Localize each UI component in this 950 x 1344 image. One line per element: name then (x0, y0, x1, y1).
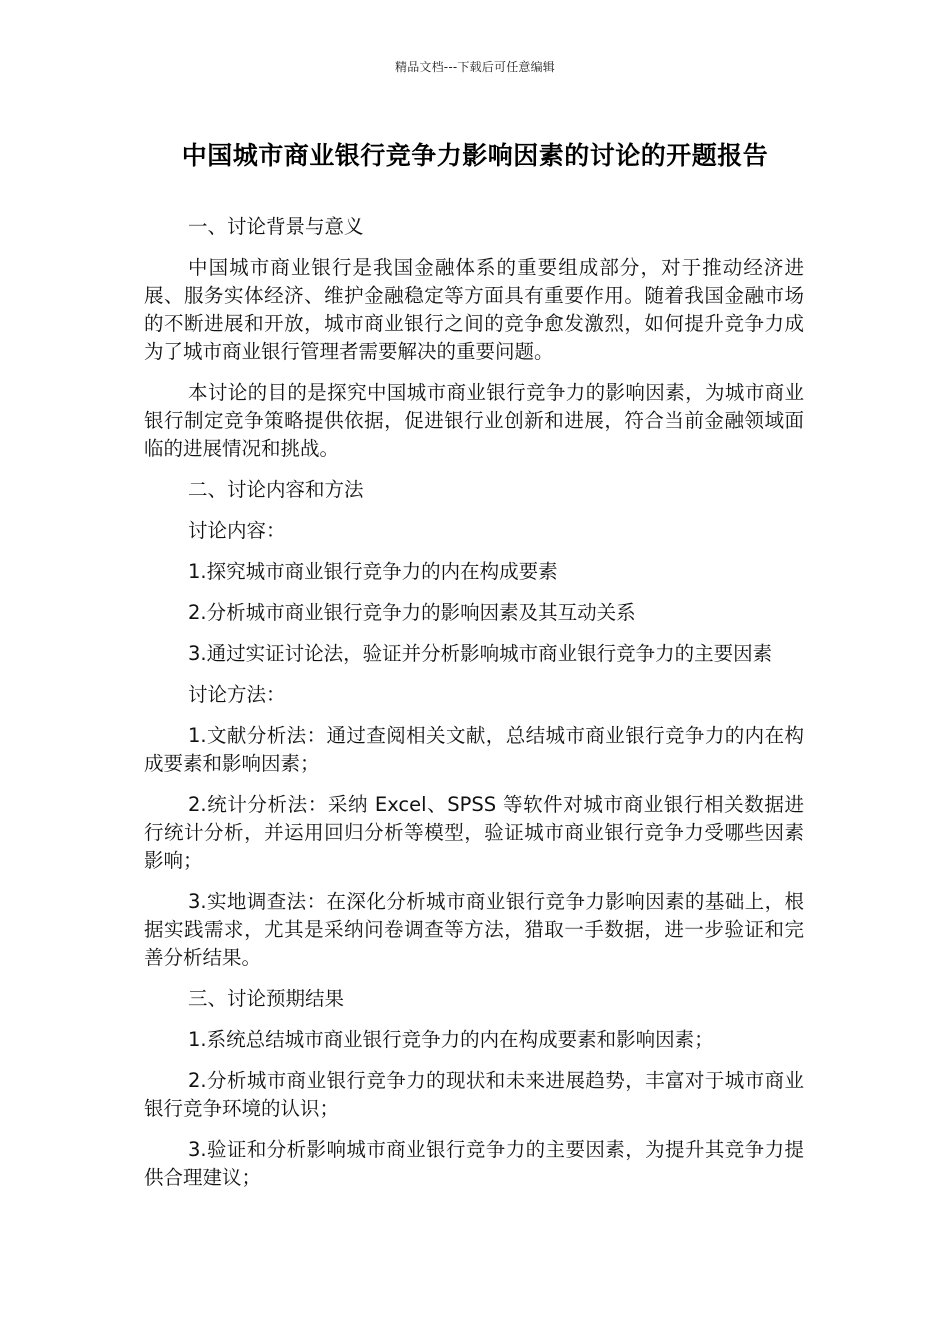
list-item-content-2: 2.分析城市商业银行竞争力的影响因素及其互动关系 (188, 601, 636, 624)
section-heading-background: 一、讨论背景与意义 (188, 215, 364, 238)
list-item-result-3: 3.验证和分析影响城市商业银行竞争力的主要因素，为提升其竞争力提供合理建议； (144, 1138, 804, 1189)
paragraph-purpose: 本讨论的目的是探究中国城市商业银行竞争力的影响因素，为城市商业银行制定竞争策略提供依据，促进银行业创新和进展，符合当前金融领域面临的进展情况和挑战。 (144, 381, 804, 460)
list-item-result-1: 1.系统总结城市商业银行竞争力的内在构成要素和影响因素； (188, 1028, 714, 1051)
document-title: 中国城市商业银行竞争力影响因素的讨论的开题报告 (181, 141, 769, 170)
document-body (144, 213, 804, 1205)
list-item-method-1: 1.文献分析法：通过查阅相关文献，总结城市商业银行竞争力的内在构成要素和影响因素； (144, 724, 804, 775)
section-heading-expected-results: 三、讨论预期结果 (188, 987, 345, 1010)
header-note: 精品文档---下载后可任意编辑 (395, 60, 555, 74)
subheading-content: 讨论内容： (188, 519, 286, 542)
list-item-method-2: 2.统计分析法：采纳 Excel、SPSS 等软件对城市商业银行相关数据进行统计分析，并运用回归分析等模型，验证城市商业银行竞争力受哪些因素影响； (144, 793, 804, 872)
list-item-method-3: 3.实地调查法：在深化分析城市商业银行竞争力影响因素的基础上，根据实践需求，尤其是采纳问卷调查等方法，猎取一手数据，进一步验证和完善分析结果。 (144, 890, 804, 969)
paragraph-background: 中国城市商业银行是我国金融体系的重要组成部分，对于推动经济进展、服务实体经济、维护金融稳定等方面具有重要作用。随着我国金融市场的不断进展和开放，城市商业银行之间的竞争愈发激烈，如何提升竞争力成为了城市商业银行管理者需要解决的重要问题。 (144, 256, 804, 363)
subheading-method: 讨论方法： (188, 683, 286, 706)
list-item-result-2: 2.分析城市商业银行竞争力的现状和未来进展趋势，丰富对于城市商业银行竞争环境的认识； (144, 1069, 804, 1120)
list-item-content-1: 1.探究城市商业银行竞争力的内在构成要素 (188, 560, 558, 583)
list-item-content-3: 3.通过实证讨论法，验证并分析影响城市商业银行竞争力的主要因素 (188, 642, 773, 665)
section-heading-content-method: 二、讨论内容和方法 (188, 478, 364, 501)
